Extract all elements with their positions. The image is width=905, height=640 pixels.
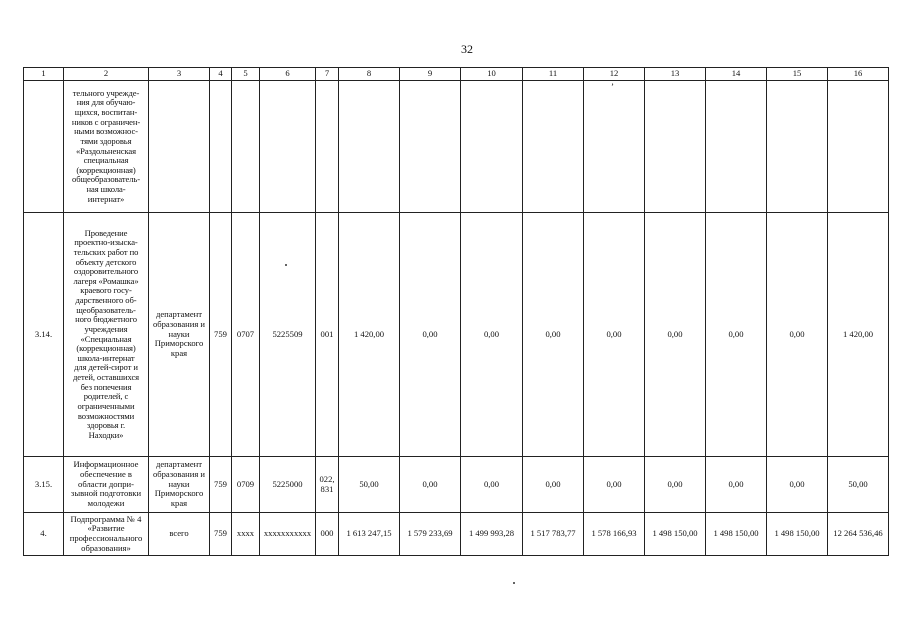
header-cell: 1 xyxy=(24,68,64,81)
row-index xyxy=(24,81,64,213)
row-col7: 001 xyxy=(316,213,339,457)
row-total: 12 264 536,46 xyxy=(828,513,889,556)
row-index: 4. xyxy=(24,513,64,556)
row-value: 0,00 xyxy=(645,457,706,513)
row-name: Проведение проектно-изыска- тельских работ по объекту детского оздоровительного лагеря «Ромашка» краевого госу- дарственного об- щеобразователь- ного бюджетного учреждения «Специальная (коррекционная) школа-интернат для детей-сирот и детей, оставшихся без попечения родителей, с ограниченными возможностями здоровья г. Находки» xyxy=(64,213,149,457)
row-value: 0,00 xyxy=(461,457,523,513)
header-cell: 4 xyxy=(210,68,232,81)
header-cell: 13 xyxy=(645,68,706,81)
row-value: 0,00 xyxy=(400,457,461,513)
header-cell: 6 xyxy=(260,68,316,81)
header-cell: 9 xyxy=(400,68,461,81)
row-name: Информационное обеспечение в области допри- зывной подготовки молодежи xyxy=(64,457,149,513)
table-row xyxy=(24,457,889,513)
row-col7 xyxy=(316,81,339,213)
row-index: 3.14. xyxy=(24,213,64,457)
row-org: департамент образования и науки Приморского края xyxy=(149,457,210,513)
row-value xyxy=(584,81,645,213)
row-value: 0,00 xyxy=(523,457,584,513)
row-value: 1 498 150,00 xyxy=(767,513,828,556)
scan-speck xyxy=(285,264,287,266)
budget-table xyxy=(23,67,889,556)
header-cell: 11 xyxy=(523,68,584,81)
row-total: 1 420,00 xyxy=(828,213,889,457)
row-value: 0,00 xyxy=(767,213,828,457)
page-number: 32 xyxy=(461,42,473,56)
row-col6: 5225509 xyxy=(260,213,316,457)
row-value xyxy=(706,81,767,213)
row-col5: хххх xyxy=(232,513,260,556)
row-value: 1 499 993,28 xyxy=(461,513,523,556)
row-value xyxy=(461,81,523,213)
row-value xyxy=(400,81,461,213)
table-row xyxy=(24,213,889,457)
header-cell: 12 xyxy=(584,68,645,81)
header-cell: 14 xyxy=(706,68,767,81)
row-value: 50,00 xyxy=(339,457,400,513)
row-value xyxy=(828,81,889,213)
row-col7: 000 xyxy=(316,513,339,556)
row-col6 xyxy=(260,81,316,213)
row-col5: 0707 xyxy=(232,213,260,457)
row-col7: 022, 831 xyxy=(316,457,339,513)
row-col5 xyxy=(232,81,260,213)
row-col4: 759 xyxy=(210,513,232,556)
header-row xyxy=(24,68,889,81)
row-value: 0,00 xyxy=(767,457,828,513)
row-value: 0,00 xyxy=(523,213,584,457)
row-value: 0,00 xyxy=(584,213,645,457)
header-cell: 2 xyxy=(64,68,149,81)
row-value: 1 613 247,15 xyxy=(339,513,400,556)
row-value: 0,00 xyxy=(461,213,523,457)
row-value xyxy=(523,81,584,213)
row-col4 xyxy=(210,81,232,213)
row-col4: 759 xyxy=(210,457,232,513)
row-col6: 5225000 xyxy=(260,457,316,513)
row-value: 0,00 xyxy=(645,213,706,457)
header-cell: 3 xyxy=(149,68,210,81)
row-value: 1 498 150,00 xyxy=(706,513,767,556)
row-value xyxy=(645,81,706,213)
header-cell: 7 xyxy=(316,68,339,81)
row-col6: ххххххххххх xyxy=(260,513,316,556)
row-value: 0,00 xyxy=(706,213,767,457)
row-org: всего xyxy=(149,513,210,556)
row-value: 1 498 150,00 xyxy=(645,513,706,556)
row-value: 1 579 233,69 xyxy=(400,513,461,556)
header-cell: 10 xyxy=(461,68,523,81)
row-value: 0,00 xyxy=(400,213,461,457)
row-value: 1 517 783,77 xyxy=(523,513,584,556)
row-name: тельного учрежде- ния для обучаю- щихся, воспитан- ников с ограничен- ными возможнос- тями здоровья «Раздольненская специальная (коррекционная) общеобразователь- ная школа- интернат» xyxy=(64,81,149,213)
header-cell: 15 xyxy=(767,68,828,81)
scan-mark: ʼ xyxy=(611,82,614,92)
row-value: 0,00 xyxy=(706,457,767,513)
header-cell: 8 xyxy=(339,68,400,81)
row-value xyxy=(339,81,400,213)
row-name: Подпрограмма № 4 «Развитие профессионального образования» xyxy=(64,513,149,556)
row-col5: 0709 xyxy=(232,457,260,513)
row-value xyxy=(767,81,828,213)
row-col4: 759 xyxy=(210,213,232,457)
row-total: 50,00 xyxy=(828,457,889,513)
row-value: 1 578 166,93 xyxy=(584,513,645,556)
header-cell: 5 xyxy=(232,68,260,81)
row-index: 3.15. xyxy=(24,457,64,513)
row-org: департамент образования и науки Приморского края xyxy=(149,213,210,457)
row-value: 0,00 xyxy=(584,457,645,513)
row-org xyxy=(149,81,210,213)
table-row xyxy=(24,513,889,556)
header-cell: 16 xyxy=(828,68,889,81)
table-row xyxy=(24,81,889,213)
scan-speck xyxy=(513,582,515,584)
row-value: 1 420,00 xyxy=(339,213,400,457)
